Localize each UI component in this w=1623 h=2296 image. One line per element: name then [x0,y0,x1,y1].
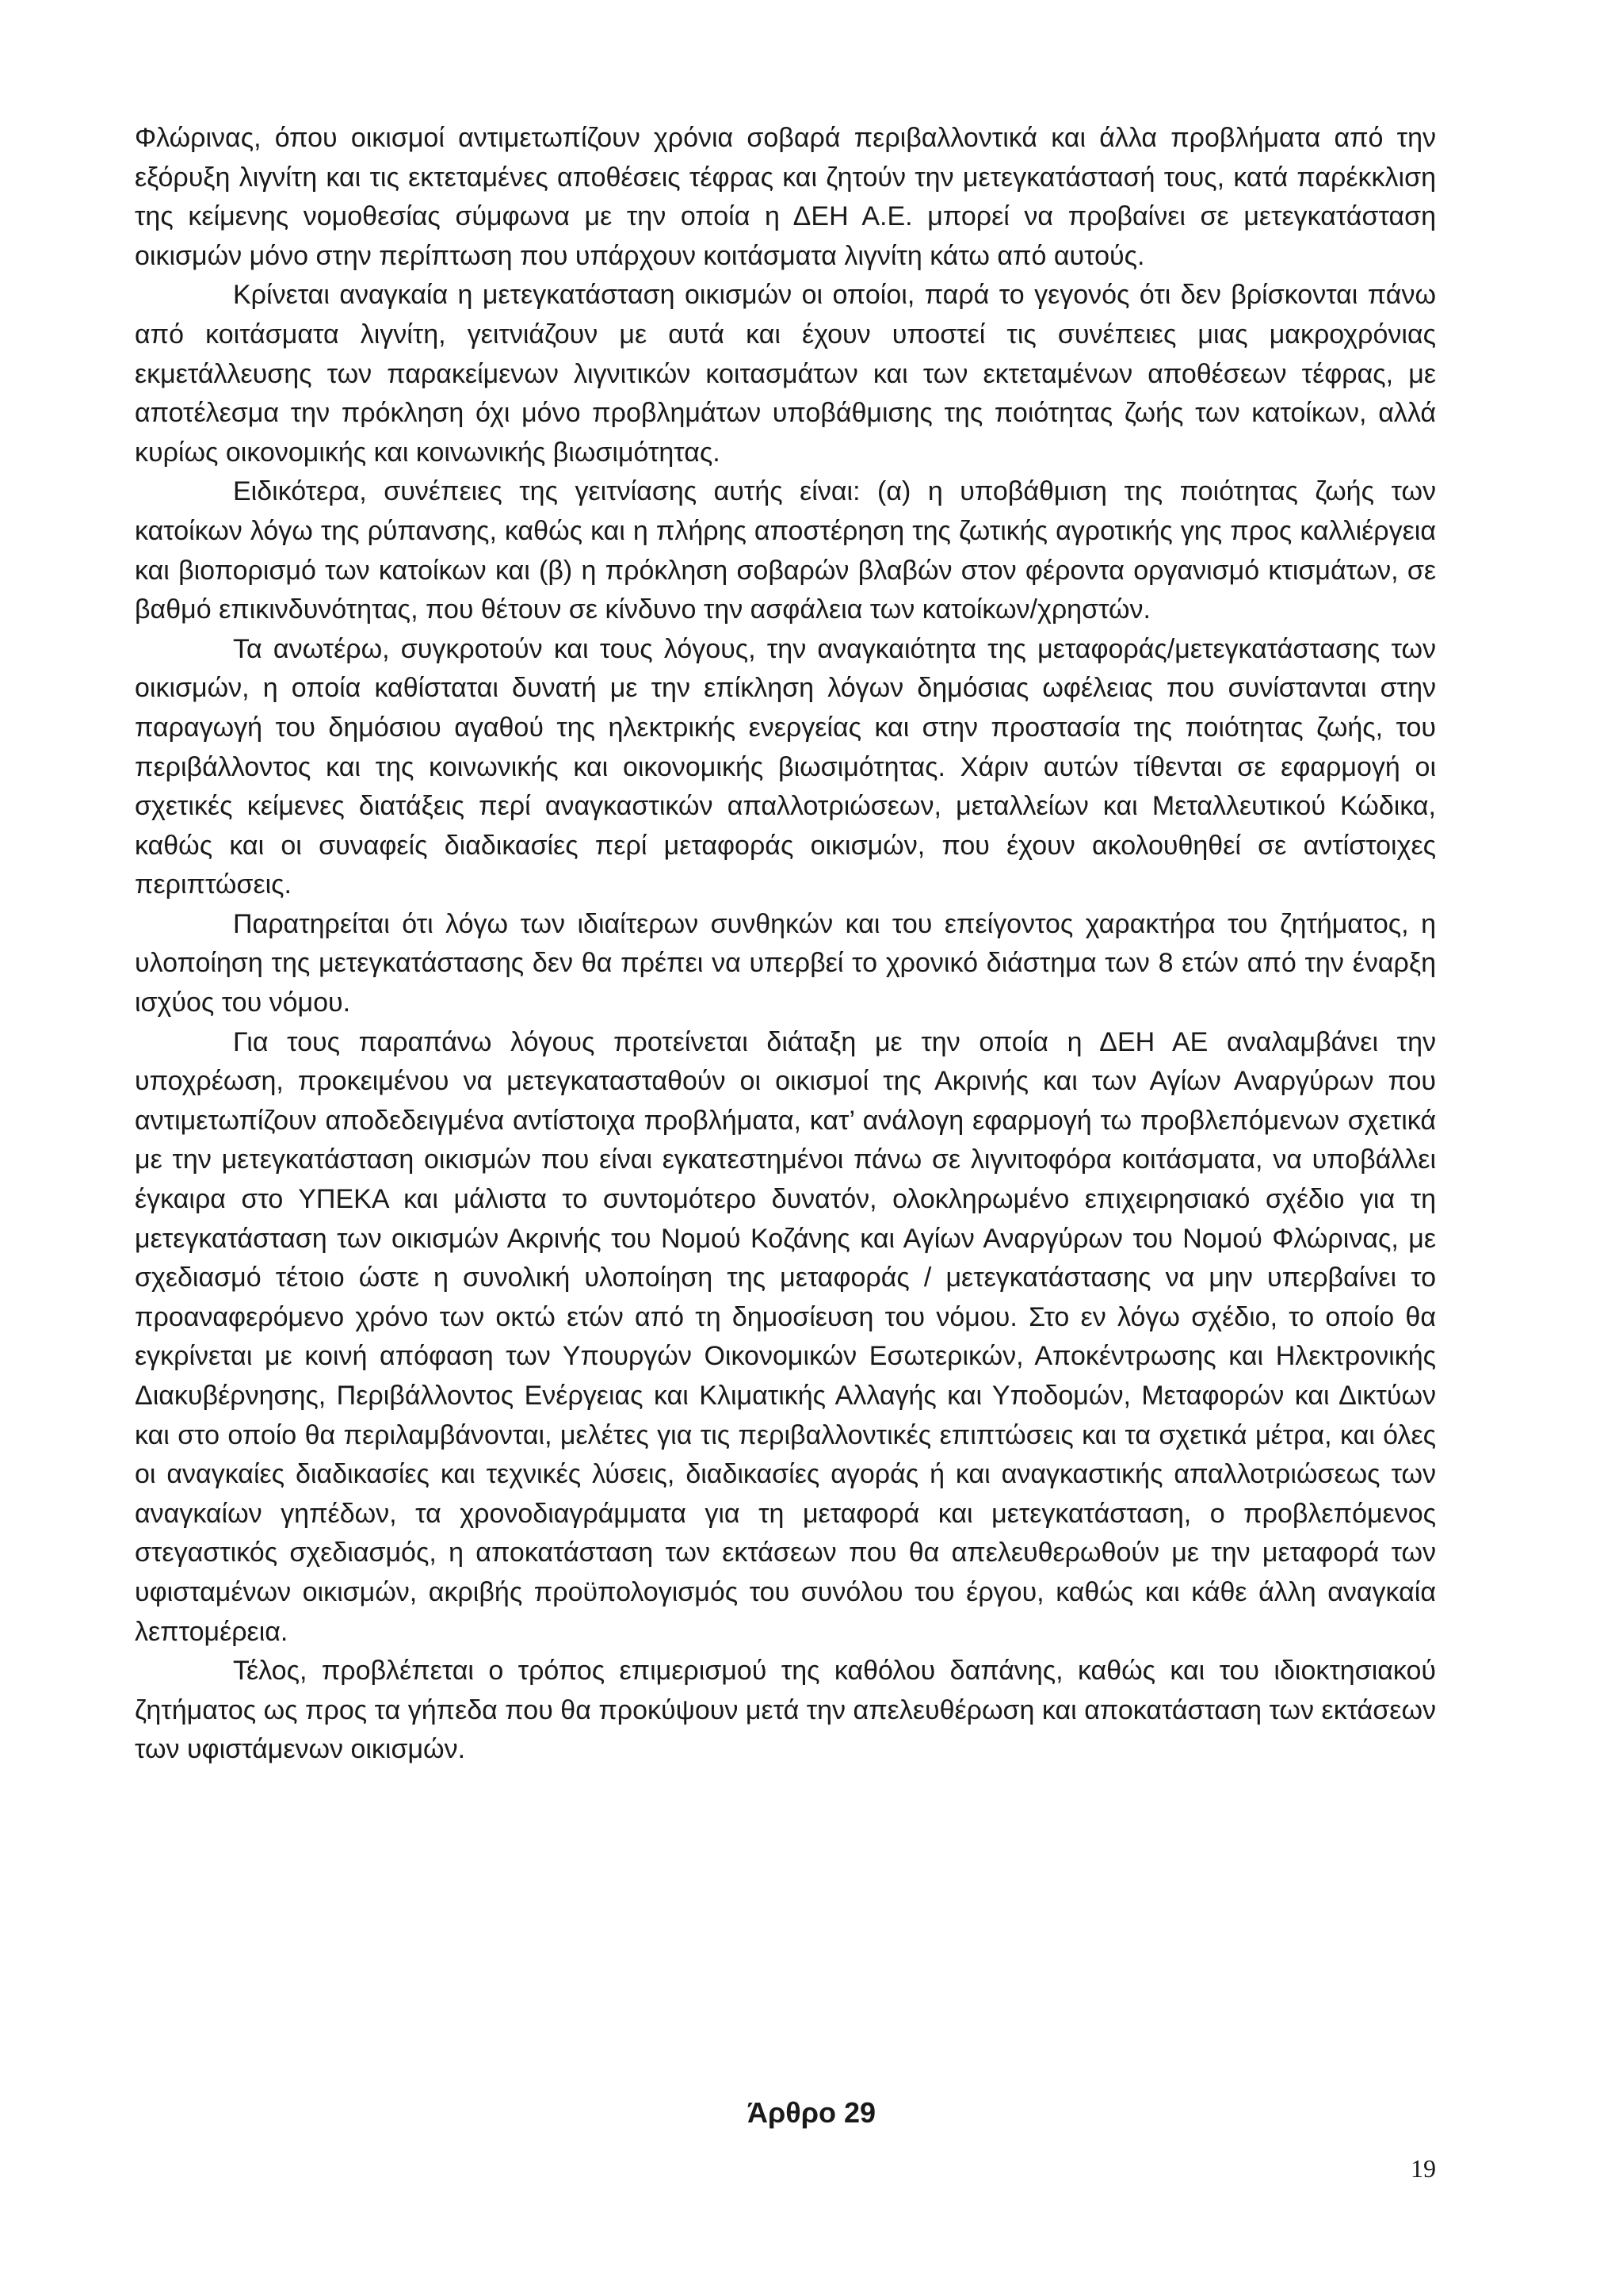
paragraph-3: Ειδικότερα, συνέπειες της γειτνίασης αυτής είναι: (α) η υποβάθμιση της ποιότητας ζωής των κατοίκων λόγω της ρύπανσης, καθώς και η πλήρης αποστέρηση της ζωτικής αγροτικής γης προς καλλιέργεια και βιοπορισμό των κατοίκων και (β) η πρόκληση σοβαρών βλαβών στον φέροντα οργανισμό κτισμάτων, σε βαθμό επικινδυνότητας, που θέτουν σε κίνδυνο την ασφάλεια των κατοίκων/χρηστών. [135,476,1436,625]
paragraph-1: Φλώρινας, όπου οικισμοί αντιμετωπίζουν χρόνια σοβαρά περιβαλλοντικά και άλλα προβλήματα από την εξόρυξη λιγνίτη και τις εκτεταμένες αποθέσεις τέφρας και ζητούν την μετεγκατάστασή τους, κατά παρέκκλιση της κείμενης νομοθεσίας σύμφωνα με την οποία η ΔΕΗ Α.Ε. μπορεί να προβαίνει σε μετεγκατάσταση οικισμών μόνο στην περίπτωση που υπάρχουν κοιτάσματα λιγνίτη κάτω από αυτούς. [135,123,1436,271]
paragraph-6: Για τους παραπάνω λόγους προτείνεται διάταξη με την οποία η ΔΕΗ ΑΕ αναλαμβάνει την υποχρέωση, προκειμένου να μετεγκατασταθούν οι οικισμοί της Ακρινής και των Αγίων Αναργύρων που αντιμετωπίζουν αποδεδειγμένα αντίστοιχα προβλήματα, κατ’ ανάλογη εφαρμογή τω προβλεπόμενων σχετικά με την μετεγκατάσταση οικισμών που είναι εγκατεστημένοι πάνω σε λιγνιτοφόρα κοιτάσματα, να υποβάλλει έγκαιρα στο ΥΠΕΚΑ και μάλιστα το συντομότερο δυνατόν, ολοκληρωμένο επιχειρησιακό σχέδιο για τη μετεγκατάσταση των οικισμών Ακρινής του Νομού Κοζάνης και Αγίων Αναργύρων του Νομού Φλώρινας, με σχεδιασμό τέτοιο ώστε η συνολική υλοποίηση της μεταφοράς / μετεγκατάστασης να μην υπερβαίνει το προαναφερόμενο χρόνο των οκτώ ετών από τη δημοσίευση του νόμου. Στο εν λόγω σχέδιο, το οποίο θα εγκρίνεται με κοινή απόφαση των Υπουργών Οικονομικών Εσωτερικών, Αποκέντρωσης και Ηλεκτρονικής Διακυβέρνησης, Περιβάλλοντος Ενέργειας και Κλιματικής Αλλαγής και Υποδομών, Μεταφορών και Δικτύων και στο οποίο θα περιλαμβάνονται, μελέτες για τις περιβαλλοντικές επιπτώσεις και τα σχετικά μέτρα, και όλες οι αναγκαίες διαδικασίες και τεχνικές λύσεις, διαδικασίες αγοράς ή και αναγκαστικής απαλλοτριώσεως των αναγκαίων γηπέδων, τα χρονοδιαγράμματα για τη μεταφορά και μετεγκατάσταση, ο προβλεπόμενος στεγαστικός σχεδιασμός, η αποκατάσταση των εκτάσεων που θα απελευθερωθούν με την μεταφορά των υφισταμένων οικισμών, ακριβής προϋπολογισμός του συνόλου του έργου, καθώς και κάθε άλλη αναγκαία λεπτομέρεια. [135,1026,1436,1647]
paragraph-5: Παρατηρείται ότι λόγω των ιδιαίτερων συνθηκών και του επείγοντος χαρακτήρα του ζητήματος, η υλοποίηση της μετεγκατάστασης δεν θα πρέπει να υπερβεί το χρονικό διάστημα των 8 ετών από την έναρξη ισχύος του νόμου. [135,908,1436,1018]
paragraph-7: Τέλος, προβλέπεται ο τρόπος επιμερισμού της καθόλου δαπάνης, καθώς και του ιδιοκτησιακού ζητήματος ως προς τα γήπεδα που θα προκύψουν μετά την απελευθέρωση και αποκατάσταση των εκτάσεων των υφιστάμενων οικισμών. [135,1656,1436,1765]
paragraph-4: Τα ανωτέρω, συγκροτούν και τους λόγους, την αναγκαιότητα της μεταφοράς/μετεγκατάστασης των οικισμών, η οποία καθίσταται δυνατή με την επίκληση λόγων δημόσιας ωφέλειας που συνίστανται στην παραγωγή του δημόσιου αγαθού της ηλεκτρικής ενεργείας και στην προστασία της ποιότητας ζωής, του περιβάλλοντος και της κοινωνικής και οικονομικής βιωσιμότητας. Χάριν αυτών τίθενται σε εφαρμογή οι σχετικές κείμενες διατάξεις περί αναγκαστικών απαλλοτριώσεων, μεταλλείων και Μεταλλευτικού Κώδικα, καθώς και οι συναφείς διαδικασίες περί μεταφοράς οικισμών, που έχουν ακολουθηθεί σε αντίστοιχες περιπτώσεις. [135,633,1436,900]
paragraph-2: Κρίνεται αναγκαία η μετεγκατάσταση οικισμών οι οποίοι, παρά το γεγονός ότι δεν βρίσκονται πάνω από κοιτάσματα λιγνίτη, γειτνιάζουν με αυτά και έχουν υποστεί τις συνέπειες μιας μακροχρόνιας εκμετάλλευσης των παρακείμενων λιγνιτικών κοιτασμάτων και των εκτεταμένων αποθέσεων τέφρας, με αποτέλεσμα την πρόκληση όχι μόνο προβλημάτων υποβάθμισης της ποιότητας ζωής των κατοίκων, αλλά κυρίως οικονομικής και κοινωνικής βιωσιμότητας. [135,280,1436,468]
body-text [135,119,1436,1770]
page-number: 19 [1411,2154,1436,2183]
article-heading: Άρθρο 29 [747,2096,876,2129]
